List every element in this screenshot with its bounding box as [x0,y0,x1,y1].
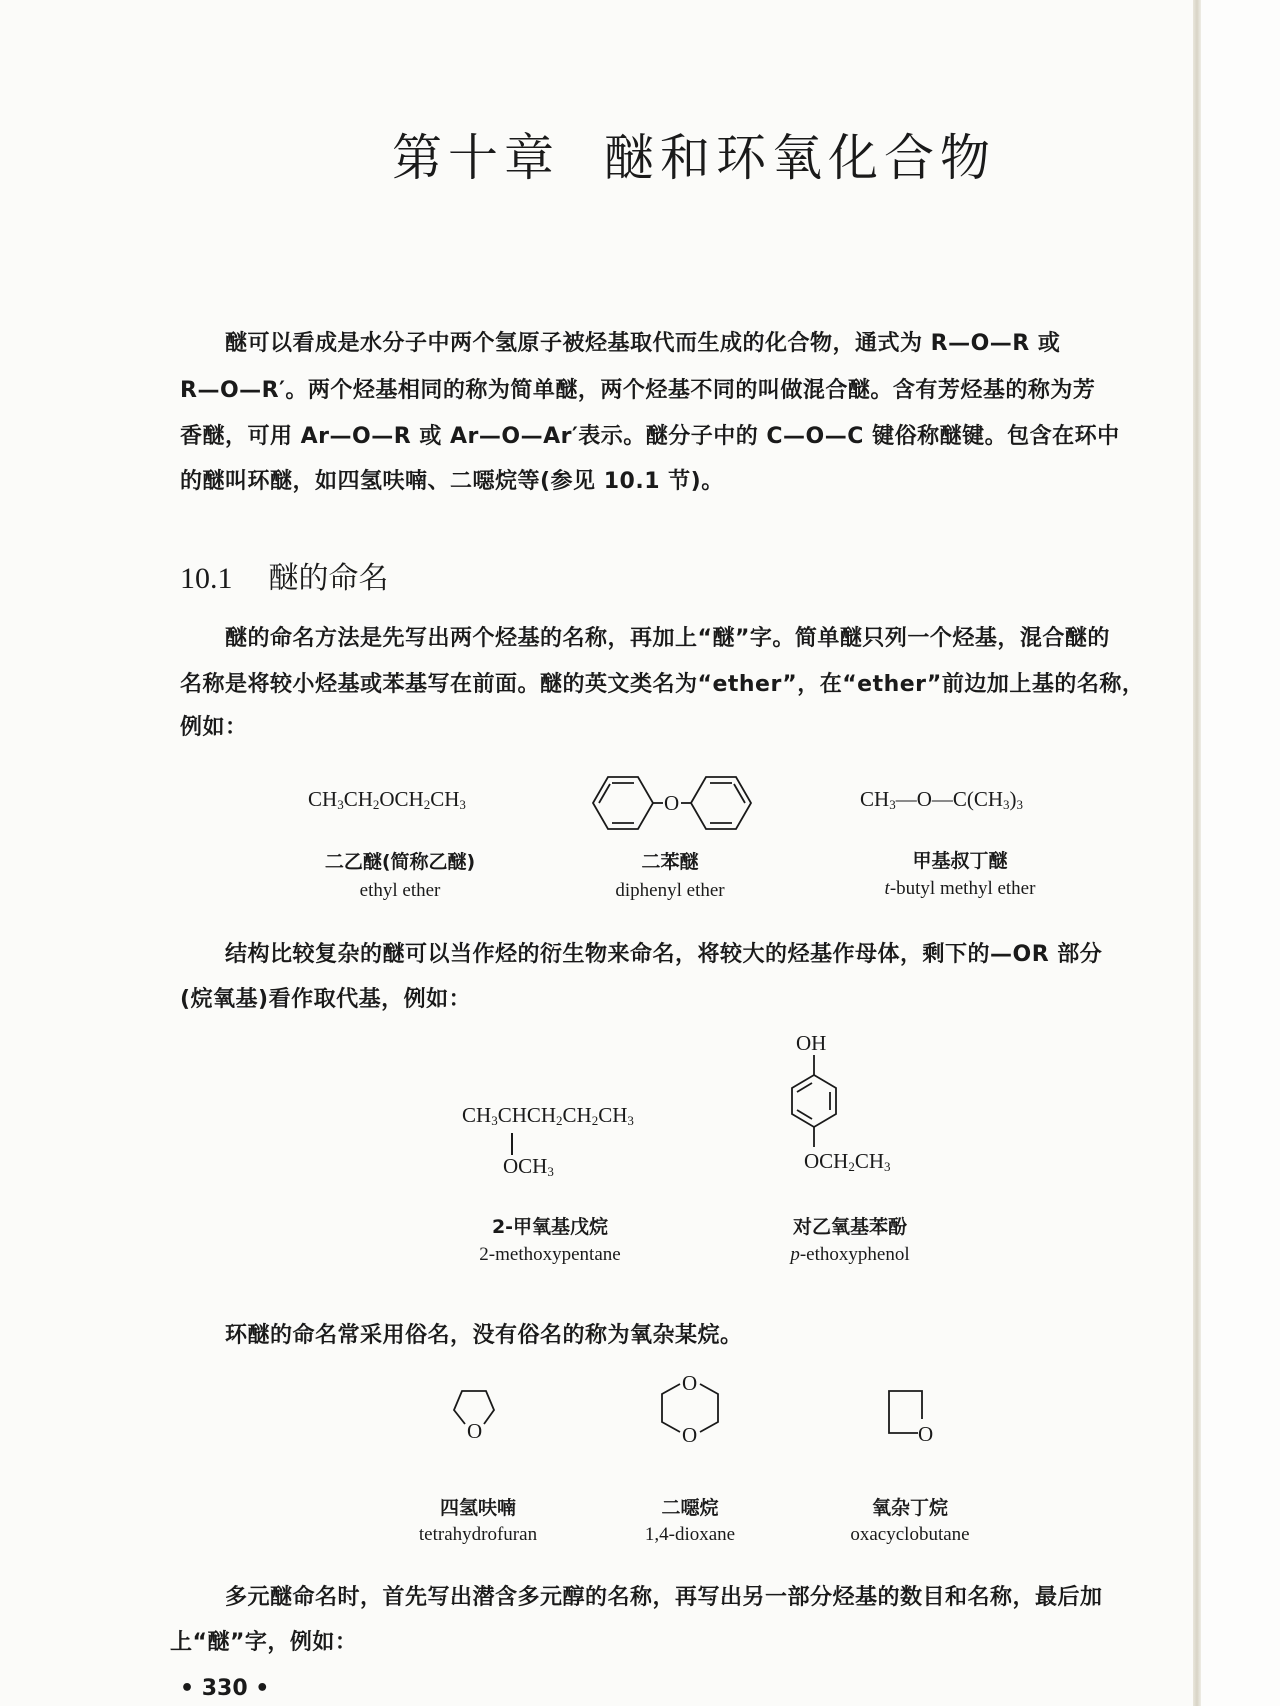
naming-line: 醚的命名方法是先写出两个烃基的名称，再加上“醚”字。简单醚只列一个烃基，混合醚的 [225,626,1110,651]
svg-text:O: O [664,791,680,815]
label-cn: 二乙醚(简称乙醚) [324,851,476,873]
bond-line [511,1133,513,1155]
intro-line: 的醚叫环醚，如四氢呋喃、二噁烷等(参见 10.1 节)。 [180,469,724,494]
intro-line: 香醚，可用 Ar—O—R 或 Ar—O—Ar′表示。醚分子中的 C—O—C 键俗称醚键。包含在环中 [180,424,1120,449]
polyether-line: 多元醚命名时，首先写出潜含多元醇的名称，再写出另一部分烃基的数目和名称，最后加 [225,1585,1103,1610]
svg-text:O: O [682,1423,698,1447]
cyclic-paragraph: 环醚的命名常采用俗名，没有俗名的称为氧杂某烷。 [225,1323,743,1348]
label-cn: 对乙氧基苯酚 [792,1216,907,1238]
svg-text:O: O [467,1419,483,1443]
formula-tbutyl-methyl-ether: $CH_3—O—C(CH_3)_3$ [860,787,1024,812]
naming-line: 例如： [180,715,248,740]
polyether-line: 上“醚”字，例如： [170,1630,358,1655]
label-cn: 甲基叔丁醚 [912,850,1008,872]
chapter-title [392,118,996,190]
section-number: 10.1 [180,562,233,595]
label-en: diphenyl ether [615,880,725,901]
formula-ethyl-ether: $CH_3CH_2OCH_2CH_3$ [308,787,466,812]
section-title: 醚的命名 [268,562,389,595]
page-number: • 330 • [180,1676,270,1701]
substituent-och3: $OCH_3$ [503,1154,554,1179]
label-en: oxacyclobutane [850,1524,970,1545]
label-en: p-ethoxyphenol [790,1244,910,1265]
oxetane-structure [880,1375,950,1450]
complex-line: (烷氧基)看作取代基，例如： [180,987,472,1012]
svg-text:OH: OH [796,1031,827,1055]
intro-line: 醚可以看成是水分子中两个氢原子被烃基取代而生成的化合物，通式为 R—O—R 或 [225,331,1061,356]
label-cn: 氧杂丁烷 [871,1497,948,1519]
svg-text:O: O [918,1422,934,1446]
label-en: 2-methoxypentane [479,1244,621,1265]
svg-text:O: O [682,1371,698,1395]
label-en: 1,4-dioxane [644,1524,736,1545]
formula-2-methoxypentane: $CH_3CHCH_2CH_2CH_3$ [462,1103,634,1128]
complex-line: 结构比较复杂的醚可以当作烃的衍生物来命名，将较大的烃基作母体，剩下的—OR 部分 [225,942,1103,967]
diphenyl-ether-structure [585,768,765,838]
chapter-name: 醚和环氧化合物 [604,129,996,187]
label-en: t-butyl methyl ether [884,878,1036,899]
section-heading [180,553,389,597]
label-cn: 二苯醚 [641,851,699,873]
naming-line: 名称是将较小烃基或苯基写在前面。醚的英文类名为“ether”，在“ether”前边加上基的名称， [180,672,1145,697]
label-cn: 四氢呋喃 [439,1497,516,1519]
intro-line: R—O—R′。两个烃基相同的称为简单醚，两个烃基不同的叫做混合醚。含有芳烃基的称为芳 [180,378,1096,403]
tetrahydrofuran-structure [448,1378,508,1448]
substituent-och2ch3: $OCH_2CH_3$ [804,1149,891,1174]
page-margin-right [1201,0,1280,1706]
label-en: ethyl ether [359,880,441,901]
label-cn: 2-甲氧基戊烷 [491,1216,609,1238]
chapter-number: 第十章 [392,129,560,187]
label-cn: 二噁烷 [661,1497,719,1519]
dioxane-structure [650,1370,730,1450]
label-en: tetrahydrofuran [418,1524,538,1545]
page-edge-shadow [1193,0,1201,1706]
